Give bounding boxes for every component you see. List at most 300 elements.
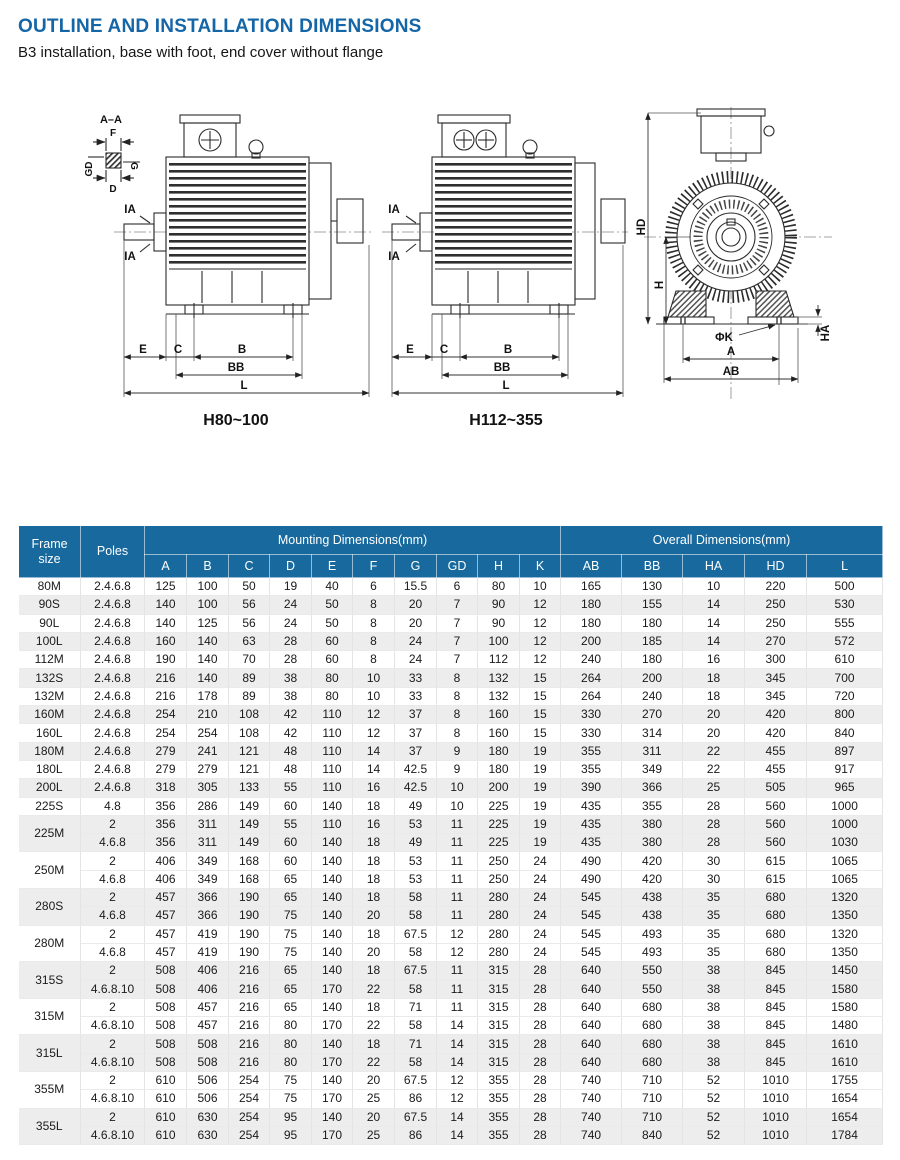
dimension-cell: 18: [353, 852, 395, 870]
dimension-cell: 33: [395, 687, 437, 705]
dimension-cell: 419: [187, 925, 229, 943]
dimension-cell: 190: [229, 925, 270, 943]
dimension-cell: 640: [561, 1053, 622, 1071]
table-row: [19, 632, 883, 650]
dimension-cell: 60: [270, 834, 312, 852]
dimension-cell: 455: [745, 760, 807, 778]
dimension-cell: 355: [478, 1072, 520, 1090]
dimension-cell: 125: [187, 614, 229, 632]
dimension-cell: 1320: [807, 925, 883, 943]
dimension-cell: 168: [229, 870, 270, 888]
dimension-cell: 40: [312, 578, 353, 596]
poles-cell: 2: [81, 1035, 145, 1053]
dimension-cell: 28: [520, 962, 561, 980]
dimension-cell: 12: [437, 1090, 478, 1108]
dimension-cell: 37: [395, 724, 437, 742]
dim-label-c: C: [439, 344, 449, 356]
frame-size-cell: 225S: [19, 797, 81, 815]
table-row: [19, 998, 883, 1016]
dimension-cell: 220: [745, 578, 807, 596]
dimension-cell: 75: [270, 1090, 312, 1108]
column-header: A: [145, 555, 187, 578]
dimension-cell: 38: [683, 1053, 745, 1071]
dimension-cell: 70: [229, 651, 270, 669]
frame-size-cell: 132M: [19, 687, 81, 705]
dimension-cell: 610: [145, 1108, 187, 1126]
dimension-cell: 18: [353, 870, 395, 888]
dimension-cell: 610: [807, 651, 883, 669]
dimension-cell: 140: [312, 998, 353, 1016]
diagram-caption-h112-355: H112~355: [469, 412, 543, 429]
dimension-cell: 845: [745, 962, 807, 980]
dimension-cell: 508: [145, 980, 187, 998]
table-row: [19, 1017, 883, 1035]
dimension-cell: 20: [683, 706, 745, 724]
dimension-cell: 640: [561, 1035, 622, 1053]
dimension-cell: 349: [622, 760, 683, 778]
dimension-cell: 560: [745, 834, 807, 852]
dimension-cell: 7: [437, 651, 478, 669]
dimension-cell: 493: [622, 943, 683, 961]
dimension-cell: 1000: [807, 815, 883, 833]
dimension-cell: 49: [395, 834, 437, 852]
dimension-cell: 250: [478, 852, 520, 870]
dimensions-table: [18, 525, 883, 1145]
dimension-cell: 24: [520, 925, 561, 943]
dimension-cell: 28: [520, 1126, 561, 1144]
dimension-cell: 11: [437, 852, 478, 870]
dimension-cell: 28: [520, 1108, 561, 1126]
column-header: G: [395, 555, 437, 578]
dimension-cell: 140: [187, 632, 229, 650]
dimension-cell: 264: [561, 669, 622, 687]
dimension-cell: 1580: [807, 980, 883, 998]
dimension-cell: 18: [353, 998, 395, 1016]
dimension-cell: 264: [561, 687, 622, 705]
frame-size-cell: 355L: [19, 1108, 81, 1145]
dimension-cell: 740: [561, 1072, 622, 1090]
dimension-cell: 24: [270, 596, 312, 614]
dimension-cell: 10: [437, 779, 478, 797]
dimension-cell: 52: [683, 1126, 745, 1144]
dimension-cell: 63: [229, 632, 270, 650]
poles-cell: 4.6.8.10: [81, 1090, 145, 1108]
poles-cell: 2.4.6.8: [81, 724, 145, 742]
frame-size-cell: 200L: [19, 779, 81, 797]
dim-label-ha: HA: [820, 324, 832, 342]
dimension-cell: 530: [807, 596, 883, 614]
dimension-cell: 38: [683, 998, 745, 1016]
dimension-cell: 190: [145, 651, 187, 669]
dimension-cell: 20: [353, 1072, 395, 1090]
dimension-cell: 545: [561, 925, 622, 943]
dimension-cell: 366: [187, 907, 229, 925]
dimension-cell: 149: [229, 834, 270, 852]
poles-cell: 4.6.8: [81, 907, 145, 925]
dimension-cell: 710: [622, 1090, 683, 1108]
dimension-cell: 1010: [745, 1072, 807, 1090]
dimension-cell: 110: [312, 779, 353, 797]
dimension-cell: 18: [683, 687, 745, 705]
poles-header: Poles: [81, 526, 145, 578]
dimension-cell: 75: [270, 1072, 312, 1090]
dimension-cell: 38: [683, 1017, 745, 1035]
dimension-cell: 356: [145, 815, 187, 833]
dimension-cell: 680: [745, 925, 807, 943]
dimension-cell: 1000: [807, 797, 883, 815]
dimension-cell: 42: [270, 724, 312, 742]
dimension-cell: 315: [478, 998, 520, 1016]
dimension-cell: 457: [145, 889, 187, 907]
dimension-cell: 270: [745, 632, 807, 650]
dimension-cell: 110: [312, 706, 353, 724]
dimension-cell: 80: [478, 578, 520, 596]
poles-cell: 2.4.6.8: [81, 706, 145, 724]
dimension-cell: 366: [187, 889, 229, 907]
dimension-cell: 56: [229, 614, 270, 632]
dimension-cell: 160: [478, 706, 520, 724]
dimension-cell: 58: [395, 943, 437, 961]
dimension-cell: 89: [229, 669, 270, 687]
poles-cell: 4.8: [81, 797, 145, 815]
dimension-cell: 305: [187, 779, 229, 797]
table-row: [19, 687, 883, 705]
dimension-cell: 19: [520, 797, 561, 815]
dimension-cell: 380: [622, 815, 683, 833]
dimension-cell: 10: [437, 797, 478, 815]
dimension-cell: 610: [145, 1072, 187, 1090]
dimension-cell: 560: [745, 815, 807, 833]
dimension-cell: 35: [683, 925, 745, 943]
dimension-cell: 508: [145, 1035, 187, 1053]
dimension-cell: 20: [395, 596, 437, 614]
dimension-cell: 216: [229, 1035, 270, 1053]
poles-cell: 4.6.8.10: [81, 1017, 145, 1035]
dimension-cell: 168: [229, 852, 270, 870]
table-row: [19, 742, 883, 760]
dimension-cell: 80: [270, 1035, 312, 1053]
dimension-cell: 14: [683, 596, 745, 614]
mounting-dimensions-header: Mounting Dimensions(mm): [145, 526, 561, 555]
dimension-cell: 545: [561, 907, 622, 925]
table-row: [19, 669, 883, 687]
dimension-cell: 24: [395, 632, 437, 650]
dimension-cell: 22: [353, 980, 395, 998]
dimension-cell: 67.5: [395, 925, 437, 943]
dim-label-b: B: [237, 344, 247, 356]
dimension-cell: 1654: [807, 1090, 883, 1108]
column-header: HD: [745, 555, 807, 578]
poles-cell: 2.4.6.8: [81, 578, 145, 596]
dimension-cell: 349: [187, 852, 229, 870]
dimension-cell: 610: [145, 1090, 187, 1108]
dimension-cell: 48: [270, 742, 312, 760]
dimension-cell: 355: [561, 760, 622, 778]
dimension-cell: 355: [478, 1126, 520, 1144]
frame-size-cell: 355M: [19, 1072, 81, 1109]
dimension-cell: 80: [312, 687, 353, 705]
frame-size-cell: 225M: [19, 815, 81, 852]
dimension-cell: 545: [561, 943, 622, 961]
dim-label-phik: ΦK: [715, 332, 733, 344]
dimension-cell: 457: [187, 998, 229, 1016]
dimension-cell: 18: [353, 834, 395, 852]
dimension-cell: 740: [561, 1126, 622, 1144]
dimension-cell: 48: [270, 760, 312, 778]
dimension-cell: 330: [561, 724, 622, 742]
dimension-cell: 508: [187, 1035, 229, 1053]
dimension-cell: 500: [807, 578, 883, 596]
frame-size-cell: 315S: [19, 962, 81, 999]
table-row: [19, 596, 883, 614]
dimension-cell: 42.5: [395, 760, 437, 778]
poles-cell: 2: [81, 1072, 145, 1090]
dimension-cell: 20: [353, 943, 395, 961]
dimension-cell: 330: [561, 706, 622, 724]
dimension-cell: 140: [312, 925, 353, 943]
dimension-cell: 254: [145, 724, 187, 742]
dimension-cell: 33: [395, 669, 437, 687]
poles-cell: 2.4.6.8: [81, 779, 145, 797]
dimension-cell: 1350: [807, 943, 883, 961]
dimension-cell: 71: [395, 1035, 437, 1053]
dimension-cell: 490: [561, 870, 622, 888]
dimension-cell: 28: [520, 1090, 561, 1108]
dimension-cell: 65: [270, 889, 312, 907]
dimension-cell: 420: [745, 706, 807, 724]
dimension-cell: 110: [312, 742, 353, 760]
frame-size-cell: 180L: [19, 760, 81, 778]
table-row: [19, 1126, 883, 1144]
dimension-cell: 35: [683, 943, 745, 961]
dimension-cell: 52: [683, 1072, 745, 1090]
dimension-cell: 110: [312, 724, 353, 742]
dimension-cell: 90: [478, 614, 520, 632]
dimension-cell: 1030: [807, 834, 883, 852]
dimension-cell: 845: [745, 1017, 807, 1035]
dimension-cell: 58: [395, 1017, 437, 1035]
dimension-cell: 75: [270, 925, 312, 943]
frame-size-cell: 132S: [19, 669, 81, 687]
dimension-cell: 366: [622, 779, 683, 797]
dimension-cell: 16: [353, 815, 395, 833]
table-row: [19, 651, 883, 669]
dimension-cell: 28: [683, 815, 745, 833]
dim-label-gd: GD: [84, 161, 95, 177]
poles-cell: 2: [81, 998, 145, 1016]
table-row: [19, 614, 883, 632]
dimension-cell: 16: [353, 779, 395, 797]
dimension-cell: 311: [187, 815, 229, 833]
dimension-cell: 140: [312, 962, 353, 980]
frame-size-cell: 90S: [19, 596, 81, 614]
dimension-table-body: [19, 578, 883, 1145]
dimension-cell: 80: [312, 669, 353, 687]
dimension-cell: 270: [622, 706, 683, 724]
dimension-cell: 112: [478, 651, 520, 669]
dimension-cell: 11: [437, 834, 478, 852]
dimension-cell: 680: [745, 907, 807, 925]
dimension-cell: 455: [745, 742, 807, 760]
dimension-cell: 1350: [807, 907, 883, 925]
dimension-cell: 740: [561, 1090, 622, 1108]
dimension-cell: 254: [187, 724, 229, 742]
dimension-cell: 280: [478, 943, 520, 961]
dimension-cell: 19: [520, 834, 561, 852]
dimension-cell: 14: [437, 1126, 478, 1144]
column-header: HA: [683, 555, 745, 578]
dimension-cell: 14: [437, 1053, 478, 1071]
dimension-cell: 14: [437, 1035, 478, 1053]
dimension-cell: 180: [478, 760, 520, 778]
poles-cell: 2: [81, 925, 145, 943]
dimension-cell: 508: [145, 1017, 187, 1035]
dim-label-d: D: [109, 184, 117, 195]
frame-size-cell: 100L: [19, 632, 81, 650]
dimension-cell: 12: [520, 614, 561, 632]
dimension-cell: 318: [145, 779, 187, 797]
table-row: [19, 578, 883, 596]
dimension-cell: 37: [395, 742, 437, 760]
dimension-cell: 845: [745, 1053, 807, 1071]
dimension-cell: 71: [395, 998, 437, 1016]
dimension-cell: 508: [145, 962, 187, 980]
dimension-cell: 24: [520, 870, 561, 888]
dimension-cell: 22: [683, 760, 745, 778]
poles-cell: 4.6.8: [81, 943, 145, 961]
dimension-cell: 38: [270, 669, 312, 687]
dimension-cell: 170: [312, 1126, 353, 1144]
dimension-cell: 28: [520, 1017, 561, 1035]
dim-label-l: L: [502, 380, 510, 392]
dimension-cell: 840: [622, 1126, 683, 1144]
dimension-cell: 680: [745, 943, 807, 961]
dimension-cell: 67.5: [395, 962, 437, 980]
frame-size-cell: 250M: [19, 852, 81, 889]
dimension-cell: 286: [187, 797, 229, 815]
dimension-cell: 52: [683, 1108, 745, 1126]
dimension-cell: 406: [145, 870, 187, 888]
dimension-cell: 8: [353, 651, 395, 669]
dimension-cell: 190: [229, 943, 270, 961]
dimension-cell: 80: [270, 1017, 312, 1035]
dimension-cell: 19: [520, 742, 561, 760]
dimension-cell: 180: [561, 614, 622, 632]
dimension-cell: 250: [745, 614, 807, 632]
dimension-cell: 216: [229, 998, 270, 1016]
dimension-cell: 140: [187, 669, 229, 687]
dimension-cell: 254: [145, 706, 187, 724]
dimension-cell: 140: [312, 870, 353, 888]
dimension-cell: 28: [520, 980, 561, 998]
dim-label-ia-bottom: IA: [124, 251, 136, 263]
dimension-cell: 200: [561, 632, 622, 650]
column-header: D: [270, 555, 312, 578]
dim-label-ab: AB: [722, 366, 740, 378]
dimension-cell: 165: [561, 578, 622, 596]
table-row: [19, 943, 883, 961]
dimension-cell: 95: [270, 1126, 312, 1144]
dimension-cell: 11: [437, 870, 478, 888]
dimension-cell: 58: [395, 980, 437, 998]
table-row: [19, 852, 883, 870]
dimension-cell: 80: [270, 1053, 312, 1071]
dimension-cell: 225: [478, 797, 520, 815]
dim-label-l: L: [240, 380, 248, 392]
table-row: [19, 1108, 883, 1126]
table-row: [19, 907, 883, 925]
dimension-cell: 67.5: [395, 1072, 437, 1090]
dimension-cell: 55: [270, 815, 312, 833]
dimension-cell: 190: [229, 907, 270, 925]
dimension-cell: 180: [622, 651, 683, 669]
dimension-cell: 65: [270, 870, 312, 888]
dimension-cell: 170: [312, 1053, 353, 1071]
dimension-cell: 35: [683, 889, 745, 907]
dimension-cell: 50: [312, 596, 353, 614]
dimension-cell: 216: [229, 962, 270, 980]
dimension-cell: 11: [437, 980, 478, 998]
dimension-cell: 505: [745, 779, 807, 797]
dimension-cell: 200: [478, 779, 520, 797]
section-title: A–A: [99, 114, 123, 126]
column-header: L: [807, 555, 883, 578]
dimension-cell: 8: [353, 632, 395, 650]
subheader-row: [19, 555, 883, 578]
dimension-cell: 615: [745, 870, 807, 888]
dimension-cell: 20: [353, 907, 395, 925]
dimension-cell: 965: [807, 779, 883, 797]
dimension-cell: 53: [395, 870, 437, 888]
dim-label-f: F: [109, 128, 117, 139]
frame-size-header: Frame size: [19, 526, 81, 578]
dimension-cell: 35: [683, 907, 745, 925]
frame-size-cell: 112M: [19, 651, 81, 669]
column-header: GD: [437, 555, 478, 578]
section-a-a-detail: [84, 114, 140, 195]
motor-drawing: [644, 107, 832, 399]
page-title: OUTLINE AND INSTALLATION DIMENSIONS: [18, 16, 422, 37]
dimension-cell: 279: [187, 760, 229, 778]
dimension-cell: 508: [145, 1053, 187, 1071]
table-row: [19, 1053, 883, 1071]
dimension-cell: 555: [807, 614, 883, 632]
dimension-cell: 1320: [807, 889, 883, 907]
dimension-cell: 457: [145, 925, 187, 943]
column-header: H: [478, 555, 520, 578]
dimension-cell: 315: [478, 980, 520, 998]
dimension-cell: 457: [145, 907, 187, 925]
dimension-cell: 75: [270, 943, 312, 961]
dimension-cell: 572: [807, 632, 883, 650]
dimension-cell: 8: [437, 706, 478, 724]
dimension-cell: 1010: [745, 1108, 807, 1126]
table-row: [19, 834, 883, 852]
dimension-cell: 845: [745, 998, 807, 1016]
dimension-cell: 345: [745, 669, 807, 687]
dimension-cell: 7: [437, 614, 478, 632]
dimension-cell: 435: [561, 834, 622, 852]
dimension-cell: 130: [622, 578, 683, 596]
dimension-cell: 8: [437, 669, 478, 687]
dimension-cell: 53: [395, 815, 437, 833]
dimension-cell: 438: [622, 889, 683, 907]
dimension-cell: 8: [437, 724, 478, 742]
dimension-cell: 52: [683, 1090, 745, 1108]
dimension-cell: 615: [745, 852, 807, 870]
column-header: E: [312, 555, 353, 578]
dimension-cell: 315: [478, 1017, 520, 1035]
